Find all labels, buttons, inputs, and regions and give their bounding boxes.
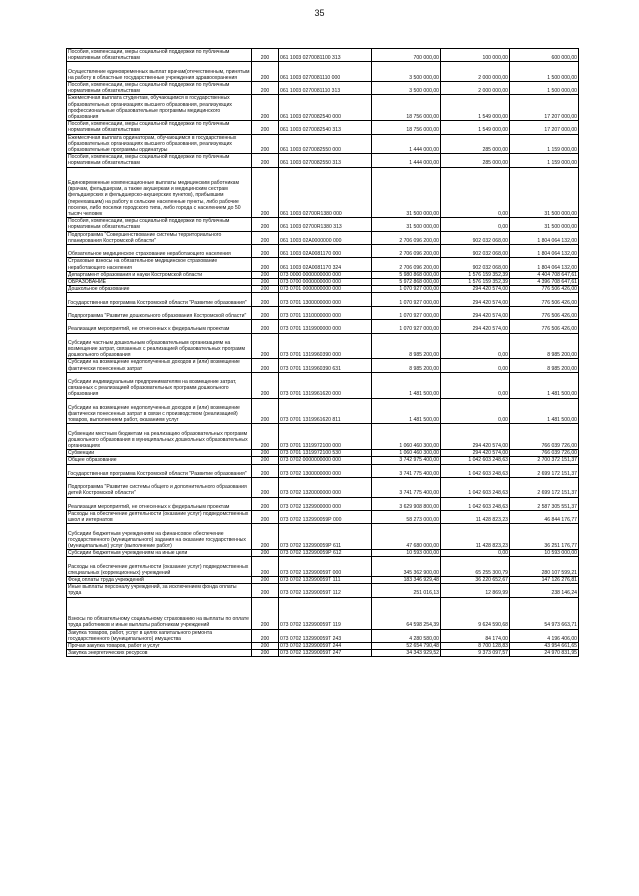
table-row bbox=[67, 245, 579, 258]
table-row bbox=[67, 306, 579, 319]
table-row bbox=[67, 524, 579, 550]
row-remaining-amount: 1 500 000,00 bbox=[510, 82, 579, 95]
row-description: Субсидии индивидуальным предпринимателям на возмещение затрат, связанных с реализацией образовательных программ дошкольного образования bbox=[67, 372, 252, 398]
row-code: 200 bbox=[252, 154, 279, 167]
row-executed-amount: 902 032 068,00 bbox=[441, 231, 510, 244]
row-executed-amount: 902 032 068,00 bbox=[441, 258, 510, 271]
row-description: Общее образование bbox=[67, 457, 252, 464]
row-approved-amount: 64 598 254,39 bbox=[372, 597, 441, 629]
table-row bbox=[67, 154, 579, 167]
row-approved-amount: 31 500 000,00 bbox=[372, 218, 441, 231]
row-executed-amount: 1 042 603 248,63 bbox=[441, 464, 510, 477]
row-budget-classification: 073 0701 0000000000 000 bbox=[279, 286, 372, 293]
row-remaining-amount: 46 844 176,77 bbox=[510, 511, 579, 524]
row-budget-classification: 073 0701 1319961620 811 bbox=[279, 398, 372, 424]
row-code: 200 bbox=[252, 134, 279, 154]
row-remaining-amount: 17 207 000,00 bbox=[510, 121, 579, 134]
row-code: 200 bbox=[252, 457, 279, 464]
table-row bbox=[67, 49, 579, 62]
row-executed-amount: 100 000,00 bbox=[441, 49, 510, 62]
row-budget-classification: 073 0702 132990059Р 000 bbox=[279, 511, 372, 524]
row-executed-amount: 0,00 bbox=[441, 333, 510, 359]
row-remaining-amount: 17 207 000,00 bbox=[510, 95, 579, 121]
table-row bbox=[67, 95, 579, 121]
row-remaining-amount: 1 159 000,00 bbox=[510, 134, 579, 154]
row-code: 200 bbox=[252, 320, 279, 333]
row-approved-amount: 1 070 927 000,00 bbox=[372, 306, 441, 319]
row-approved-amount: 18 756 000,00 bbox=[372, 95, 441, 121]
row-executed-amount: 285 000,00 bbox=[441, 154, 510, 167]
row-budget-classification: 061 1003 02700R1380 000 bbox=[279, 167, 372, 218]
table-row bbox=[67, 629, 579, 642]
row-executed-amount: 0,00 bbox=[441, 359, 510, 372]
row-code: 200 bbox=[252, 497, 279, 510]
table-row bbox=[67, 82, 579, 95]
row-remaining-amount: 1 481 500,00 bbox=[510, 398, 579, 424]
row-description: Обязательное медицинское страхование неработающего населения bbox=[67, 245, 252, 258]
table-row bbox=[67, 279, 579, 286]
table-row bbox=[67, 231, 579, 244]
table-row bbox=[67, 333, 579, 359]
row-executed-amount: 65 255 300,79 bbox=[441, 557, 510, 577]
row-approved-amount: 8 985 200,00 bbox=[372, 333, 441, 359]
row-remaining-amount: 238 146,24 bbox=[510, 584, 579, 597]
row-executed-amount: 1 576 159 352,39 bbox=[441, 279, 510, 286]
row-description: Ежемесячная выплата студентам, обучающимся в государственных образовательных организациях высшего образования, реализующих профессиональные образовательные программы медицинского образования bbox=[67, 95, 252, 121]
row-budget-classification: 073 0701 1319961620 000 bbox=[279, 372, 372, 398]
row-code: 200 bbox=[252, 629, 279, 642]
row-approved-amount: 345 362 900,00 bbox=[372, 557, 441, 577]
row-code: 200 bbox=[252, 398, 279, 424]
row-approved-amount: 3 742 975 400,00 bbox=[372, 457, 441, 464]
row-description: Подпрограмма "Развитие дошкольного образования Костромской области" bbox=[67, 306, 252, 319]
row-budget-classification: 073 0702 0000000000 000 bbox=[279, 457, 372, 464]
row-code: 200 bbox=[252, 524, 279, 550]
row-budget-classification: 061 1003 02700R1380 313 bbox=[279, 218, 372, 231]
row-description: Пособия, компенсации, меры социальной поддержки по публичным нормативным обязательствам bbox=[67, 49, 252, 62]
row-description: Пособия, компенсации, меры социальной поддержки по публичным нормативным обязательствам bbox=[67, 154, 252, 167]
row-budget-classification: 061 1003 0270081110 313 bbox=[279, 82, 372, 95]
row-approved-amount: 183 346 929,48 bbox=[372, 577, 441, 584]
table-row bbox=[67, 550, 579, 557]
row-description: Подпрограмма "Совершенствование системы территориального планирования Костромской области" bbox=[67, 231, 252, 244]
row-code: 200 bbox=[252, 62, 279, 82]
row-executed-amount: 294 420 574,00 bbox=[441, 286, 510, 293]
row-remaining-amount: 1 804 064 132,00 bbox=[510, 258, 579, 271]
row-remaining-amount: 1 159 000,00 bbox=[510, 154, 579, 167]
row-executed-amount: 0,00 bbox=[441, 372, 510, 398]
row-budget-classification: 073 0701 1319960390 000 bbox=[279, 333, 372, 359]
table-row bbox=[67, 258, 579, 271]
row-code: 200 bbox=[252, 231, 279, 244]
table-row bbox=[67, 450, 579, 457]
table-row bbox=[67, 557, 579, 577]
row-budget-classification: 073 0702 132990059Т 119 bbox=[279, 597, 372, 629]
row-description: Государственная программа Костромской области "Развитие образования" bbox=[67, 464, 252, 477]
row-budget-classification: 073 0702 132990059Т 244 bbox=[279, 643, 372, 650]
row-code: 200 bbox=[252, 597, 279, 629]
row-code: 200 bbox=[252, 279, 279, 286]
row-remaining-amount: 4 404 708 647,61 bbox=[510, 271, 579, 278]
row-approved-amount: 18 756 000,00 bbox=[372, 121, 441, 134]
row-approved-amount: 2 706 096 200,00 bbox=[372, 231, 441, 244]
row-description: Ежемесячная выплата ординаторам, обучающимся в государственных образовательных организациях высшего образования, реализующих образовательные программы ординатуры bbox=[67, 134, 252, 154]
row-remaining-amount: 1 500 000,00 bbox=[510, 62, 579, 82]
row-approved-amount: 4 280 580,00 bbox=[372, 629, 441, 642]
row-approved-amount: 1 481 500,00 bbox=[372, 398, 441, 424]
row-description: Реализация мероприятий, не отнесенных к федеральным проектам bbox=[67, 497, 252, 510]
row-code: 200 bbox=[252, 218, 279, 231]
row-budget-classification: 073 0700 0000000000 000 bbox=[279, 279, 372, 286]
row-code: 200 bbox=[252, 121, 279, 134]
row-executed-amount: 902 032 068,00 bbox=[441, 245, 510, 258]
row-remaining-amount: 280 107 599,21 bbox=[510, 557, 579, 577]
page-number: 35 bbox=[314, 8, 325, 18]
row-description: Государственная программа Костромской области "Развитие образования" bbox=[67, 293, 252, 306]
row-code: 200 bbox=[252, 478, 279, 498]
row-executed-amount: 0,00 bbox=[441, 398, 510, 424]
table-row bbox=[67, 286, 579, 293]
table-row bbox=[67, 121, 579, 134]
row-description: Субвенции местным бюджетам на реализацию образовательных программ дошкольного образования в муниципальных дошкольных образовательных организациях bbox=[67, 424, 252, 450]
row-remaining-amount: 8 985 200,00 bbox=[510, 359, 579, 372]
row-budget-classification: 073 0702 132990059Т 247 bbox=[279, 650, 372, 657]
row-code: 200 bbox=[252, 82, 279, 95]
row-description: Закупка энергетических ресурсов bbox=[67, 650, 252, 657]
row-budget-classification: 073 0702 132990059Т 112 bbox=[279, 584, 372, 597]
row-code: 200 bbox=[252, 557, 279, 577]
row-code: 200 bbox=[252, 167, 279, 218]
row-remaining-amount: 2 700 372 151,37 bbox=[510, 457, 579, 464]
row-executed-amount: 294 420 574,00 bbox=[441, 450, 510, 457]
row-remaining-amount: 31 500 000,00 bbox=[510, 167, 579, 218]
row-description: Реализация мероприятий, не отнесенных к федеральным проектам bbox=[67, 320, 252, 333]
row-budget-classification: 073 0702 132990059Т 111 bbox=[279, 577, 372, 584]
row-code: 200 bbox=[252, 286, 279, 293]
table-row bbox=[67, 398, 579, 424]
row-remaining-amount: 1 804 064 132,00 bbox=[510, 231, 579, 244]
row-remaining-amount: 600 000,00 bbox=[510, 49, 579, 62]
row-executed-amount: 0,00 bbox=[441, 218, 510, 231]
table-row bbox=[67, 478, 579, 498]
row-description: Прочая закупка товаров, работ и услуг bbox=[67, 643, 252, 650]
row-budget-classification: 073 0702 1329900000 000 bbox=[279, 497, 372, 510]
row-budget-classification: 073 0701 1310000000 000 bbox=[279, 306, 372, 319]
row-remaining-amount: 766 039 726,00 bbox=[510, 424, 579, 450]
row-code: 200 bbox=[252, 333, 279, 359]
row-code: 200 bbox=[252, 643, 279, 650]
row-budget-classification: 073 0701 1319900000 000 bbox=[279, 320, 372, 333]
row-code: 200 bbox=[252, 372, 279, 398]
row-executed-amount: 0,00 bbox=[441, 550, 510, 557]
row-approved-amount: 1 060 460 300,00 bbox=[372, 424, 441, 450]
row-executed-amount: 9 624 590,68 bbox=[441, 597, 510, 629]
table-row bbox=[67, 359, 579, 372]
row-budget-classification: 073 0000 0000000000 000 bbox=[279, 271, 372, 278]
row-remaining-amount: 776 506 426,00 bbox=[510, 293, 579, 306]
row-remaining-amount: 2 699 172 151,37 bbox=[510, 478, 579, 498]
row-approved-amount: 3 500 000,00 bbox=[372, 62, 441, 82]
row-description: Субсидии бюджетным учреждениям на иные цели bbox=[67, 550, 252, 557]
row-description: Пособия, компенсации, меры социальной поддержки по публичным нормативным обязательствам bbox=[67, 218, 252, 231]
row-budget-classification: 073 0701 1319972100 530 bbox=[279, 450, 372, 457]
row-description: Субсидии бюджетным учреждениям на финансовое обеспечение государственного (муниципального) задания на оказание государственных (муниципальных) услуг (выполнение работ) bbox=[67, 524, 252, 550]
row-executed-amount: 285 000,00 bbox=[441, 134, 510, 154]
row-approved-amount: 47 680 000,00 bbox=[372, 524, 441, 550]
row-code: 200 bbox=[252, 293, 279, 306]
row-executed-amount: 1 042 603 248,63 bbox=[441, 478, 510, 498]
row-budget-classification: 061 1003 0270081110 000 bbox=[279, 62, 372, 82]
row-approved-amount: 1 444 000,00 bbox=[372, 134, 441, 154]
row-executed-amount: 294 420 574,00 bbox=[441, 293, 510, 306]
row-executed-amount: 36 220 652,67 bbox=[441, 577, 510, 584]
row-budget-classification: 073 0701 1300000000 000 bbox=[279, 293, 372, 306]
table-row bbox=[67, 271, 579, 278]
row-approved-amount: 3 741 775 400,00 bbox=[372, 478, 441, 498]
row-approved-amount: 3 500 000,00 bbox=[372, 82, 441, 95]
row-description: Страховые взносы на обязательное медицинское страхование неработающего населения bbox=[67, 258, 252, 271]
row-approved-amount: 1 060 460 300,00 bbox=[372, 450, 441, 457]
row-budget-classification: 073 0701 1319960390 631 bbox=[279, 359, 372, 372]
row-approved-amount: 1 070 927 000,00 bbox=[372, 320, 441, 333]
row-executed-amount: 1 549 000,00 bbox=[441, 121, 510, 134]
row-description: Осуществление единовременных выплат врачам(отечественным, принятым на работу в областные государственные учреждения здравоохранения bbox=[67, 62, 252, 82]
table-row bbox=[67, 167, 579, 218]
row-remaining-amount: 54 973 663,71 bbox=[510, 597, 579, 629]
row-code: 200 bbox=[252, 306, 279, 319]
row-executed-amount: 294 420 574,00 bbox=[441, 306, 510, 319]
row-description: Подпрограмма "Развитие системы общего и дополнительного образования детей Костромской области" bbox=[67, 478, 252, 498]
row-code: 200 bbox=[252, 464, 279, 477]
table-row bbox=[67, 597, 579, 629]
table-row bbox=[67, 577, 579, 584]
row-executed-amount: 0,00 bbox=[441, 167, 510, 218]
row-approved-amount: 8 985 200,00 bbox=[372, 359, 441, 372]
row-description: Фонд оплаты труда учреждений bbox=[67, 577, 252, 584]
row-description: Закупка товаров, работ, услуг в целях капитального ремонта государственного (муниципального) имущества bbox=[67, 629, 252, 642]
row-budget-classification: 061 1003 02А0000000 000 bbox=[279, 231, 372, 244]
table-row bbox=[67, 497, 579, 510]
row-description: Субсидии на возмещение недополученных доходов и (или) возмещение фактически понесенных затрат bbox=[67, 359, 252, 372]
row-remaining-amount: 776 506 426,00 bbox=[510, 320, 579, 333]
row-executed-amount: 1 549 000,00 bbox=[441, 95, 510, 121]
row-description: Взносы по обязательному социальному страхованию на выплаты по оплате труда работников и иные выплаты работникам учреждений bbox=[67, 597, 252, 629]
row-executed-amount: 8 700 128,83 bbox=[441, 643, 510, 650]
row-description: ОБРАЗОВАНИЕ bbox=[67, 279, 252, 286]
row-executed-amount: 11 428 823,23 bbox=[441, 511, 510, 524]
row-description: Субсидии на возмещение недополученных доходов и (или) возмещение фактически понесенных затрат в связи с производством (реализацией) товаров, выполнением работ, оказанием услуг bbox=[67, 398, 252, 424]
table-row bbox=[67, 650, 579, 657]
row-code: 200 bbox=[252, 424, 279, 450]
row-budget-classification: 061 1003 0270082540 313 bbox=[279, 121, 372, 134]
row-approved-amount: 5 972 868 000,00 bbox=[372, 279, 441, 286]
row-description: Дошкольное образование bbox=[67, 286, 252, 293]
row-code: 200 bbox=[252, 650, 279, 657]
row-code: 200 bbox=[252, 450, 279, 457]
row-budget-classification: 061 1003 0270081100 313 bbox=[279, 49, 372, 62]
row-approved-amount: 52 654 790,48 bbox=[372, 643, 441, 650]
row-budget-classification: 073 0701 1319972100 000 bbox=[279, 424, 372, 450]
row-remaining-amount: 776 506 426,00 bbox=[510, 286, 579, 293]
row-approved-amount: 700 000,00 bbox=[372, 49, 441, 62]
row-remaining-amount: 2 699 172 151,37 bbox=[510, 464, 579, 477]
row-remaining-amount: 1 804 064 132,00 bbox=[510, 245, 579, 258]
table-row bbox=[67, 511, 579, 524]
row-code: 200 bbox=[252, 577, 279, 584]
row-budget-classification: 061 1003 02А0081170 324 bbox=[279, 258, 372, 271]
row-budget-classification: 073 0702 1320000000 000 bbox=[279, 478, 372, 498]
row-description: Пособия, компенсации, меры социальной поддержки по публичным нормативным обязательствам bbox=[67, 82, 252, 95]
row-approved-amount: 1 481 500,00 bbox=[372, 372, 441, 398]
row-description: Департамент образования и науки Костромской области bbox=[67, 271, 252, 278]
row-approved-amount: 1 070 927 000,00 bbox=[372, 286, 441, 293]
row-code: 200 bbox=[252, 584, 279, 597]
row-description: Пособия, компенсации, меры социальной поддержки по публичным нормативным обязательствам bbox=[67, 121, 252, 134]
row-executed-amount: 11 428 823,23 bbox=[441, 524, 510, 550]
row-code: 200 bbox=[252, 550, 279, 557]
row-approved-amount: 1 444 000,00 bbox=[372, 154, 441, 167]
row-approved-amount: 58 273 000,00 bbox=[372, 511, 441, 524]
budget-table bbox=[66, 48, 579, 657]
row-approved-amount: 31 500 000,00 bbox=[372, 167, 441, 218]
row-description: Иные выплаты персоналу учреждений, за исключением фонда оплаты труда bbox=[67, 584, 252, 597]
row-description: Субсидии частным дошкольным образовательным организациям на возмещение затрат, связанных с реализацией образовательных программ дошкольного образования bbox=[67, 333, 252, 359]
table-row bbox=[67, 643, 579, 650]
row-approved-amount: 5 980 868 000,00 bbox=[372, 271, 441, 278]
row-remaining-amount: 31 500 000,00 bbox=[510, 218, 579, 231]
row-code: 200 bbox=[252, 511, 279, 524]
row-executed-amount: 2 000 000,00 bbox=[441, 62, 510, 82]
row-remaining-amount: 4 196 406,00 bbox=[510, 629, 579, 642]
row-approved-amount: 3 741 775 400,00 bbox=[372, 464, 441, 477]
row-remaining-amount: 4 396 708 647,61 bbox=[510, 279, 579, 286]
row-description: Расходы на обеспечение деятельности (оказание услуг) подведомственных специальных (коррекционных) учреждений bbox=[67, 557, 252, 577]
row-executed-amount: 1 042 603 248,63 bbox=[441, 457, 510, 464]
table-row bbox=[67, 293, 579, 306]
row-remaining-amount: 776 506 426,00 bbox=[510, 306, 579, 319]
row-budget-classification: 061 1003 0270082540 000 bbox=[279, 95, 372, 121]
row-code: 200 bbox=[252, 95, 279, 121]
table-row bbox=[67, 457, 579, 464]
row-description: Субвенции bbox=[67, 450, 252, 457]
table-row bbox=[67, 134, 579, 154]
row-approved-amount: 2 706 096 200,00 bbox=[372, 245, 441, 258]
row-budget-classification: 073 0702 132990059Р 612 bbox=[279, 550, 372, 557]
row-approved-amount: 251 016,13 bbox=[372, 584, 441, 597]
row-executed-amount: 2 000 000,00 bbox=[441, 82, 510, 95]
row-remaining-amount: 43 954 661,65 bbox=[510, 643, 579, 650]
table-row bbox=[67, 320, 579, 333]
table-row bbox=[67, 424, 579, 450]
row-approved-amount: 1 070 927 000,00 bbox=[372, 293, 441, 306]
row-remaining-amount: 36 251 176,77 bbox=[510, 524, 579, 550]
row-approved-amount: 2 706 096 200,00 bbox=[372, 258, 441, 271]
table-row bbox=[67, 584, 579, 597]
row-executed-amount: 1 576 159 352,39 bbox=[441, 271, 510, 278]
row-executed-amount: 9 373 097,57 bbox=[441, 650, 510, 657]
row-budget-classification: 073 0702 132990059Т 000 bbox=[279, 557, 372, 577]
row-code: 200 bbox=[252, 49, 279, 62]
row-code: 200 bbox=[252, 245, 279, 258]
table-row bbox=[67, 62, 579, 82]
row-budget-classification: 073 0702 132990059Р 611 bbox=[279, 524, 372, 550]
row-executed-amount: 1 042 603 248,63 bbox=[441, 497, 510, 510]
row-executed-amount: 294 420 574,00 bbox=[441, 424, 510, 450]
row-remaining-amount: 2 587 305 551,37 bbox=[510, 497, 579, 510]
row-remaining-amount: 766 039 726,00 bbox=[510, 450, 579, 457]
row-code: 200 bbox=[252, 271, 279, 278]
row-approved-amount: 3 629 908 800,00 bbox=[372, 497, 441, 510]
row-budget-classification: 073 0702 132990059Т 243 bbox=[279, 629, 372, 642]
row-remaining-amount: 24 970 831,95 bbox=[510, 650, 579, 657]
row-budget-classification: 061 1003 0270082550 000 bbox=[279, 134, 372, 154]
table-row bbox=[67, 372, 579, 398]
row-approved-amount: 10 593 000,00 bbox=[372, 550, 441, 557]
row-code: 200 bbox=[252, 359, 279, 372]
row-description: Единовременные компенсационные выплаты медицинским работникам (врачам, фельдшерам, а также акушеркам и медицинским сестрам фельдшерских и фельдшерско-акушерских пунктов), прибывшим (переехавшим) на работу в сельские населенные пункты, либо рабочие поселки, либо поселки городского типа, либо города с населением до 50 тысяч человек bbox=[67, 167, 252, 218]
row-budget-classification: 061 1003 02А0081170 000 bbox=[279, 245, 372, 258]
row-approved-amount: 34 343 929,52 bbox=[372, 650, 441, 657]
row-remaining-amount: 8 985 200,00 bbox=[510, 333, 579, 359]
row-executed-amount: 294 420 574,00 bbox=[441, 320, 510, 333]
row-executed-amount: 84 174,00 bbox=[441, 629, 510, 642]
row-budget-classification: 061 1003 0270082550 313 bbox=[279, 154, 372, 167]
row-budget-classification: 073 0702 1300000000 000 bbox=[279, 464, 372, 477]
table-row bbox=[67, 218, 579, 231]
row-code: 200 bbox=[252, 258, 279, 271]
row-remaining-amount: 147 126 276,81 bbox=[510, 577, 579, 584]
table-row bbox=[67, 464, 579, 477]
row-remaining-amount: 10 593 000,00 bbox=[510, 550, 579, 557]
row-description: Расходы на обеспечение деятельности (оказание услуг) подведомственных школ и интернатов bbox=[67, 511, 252, 524]
row-remaining-amount: 1 481 500,00 bbox=[510, 372, 579, 398]
row-executed-amount: 12 869,99 bbox=[441, 584, 510, 597]
